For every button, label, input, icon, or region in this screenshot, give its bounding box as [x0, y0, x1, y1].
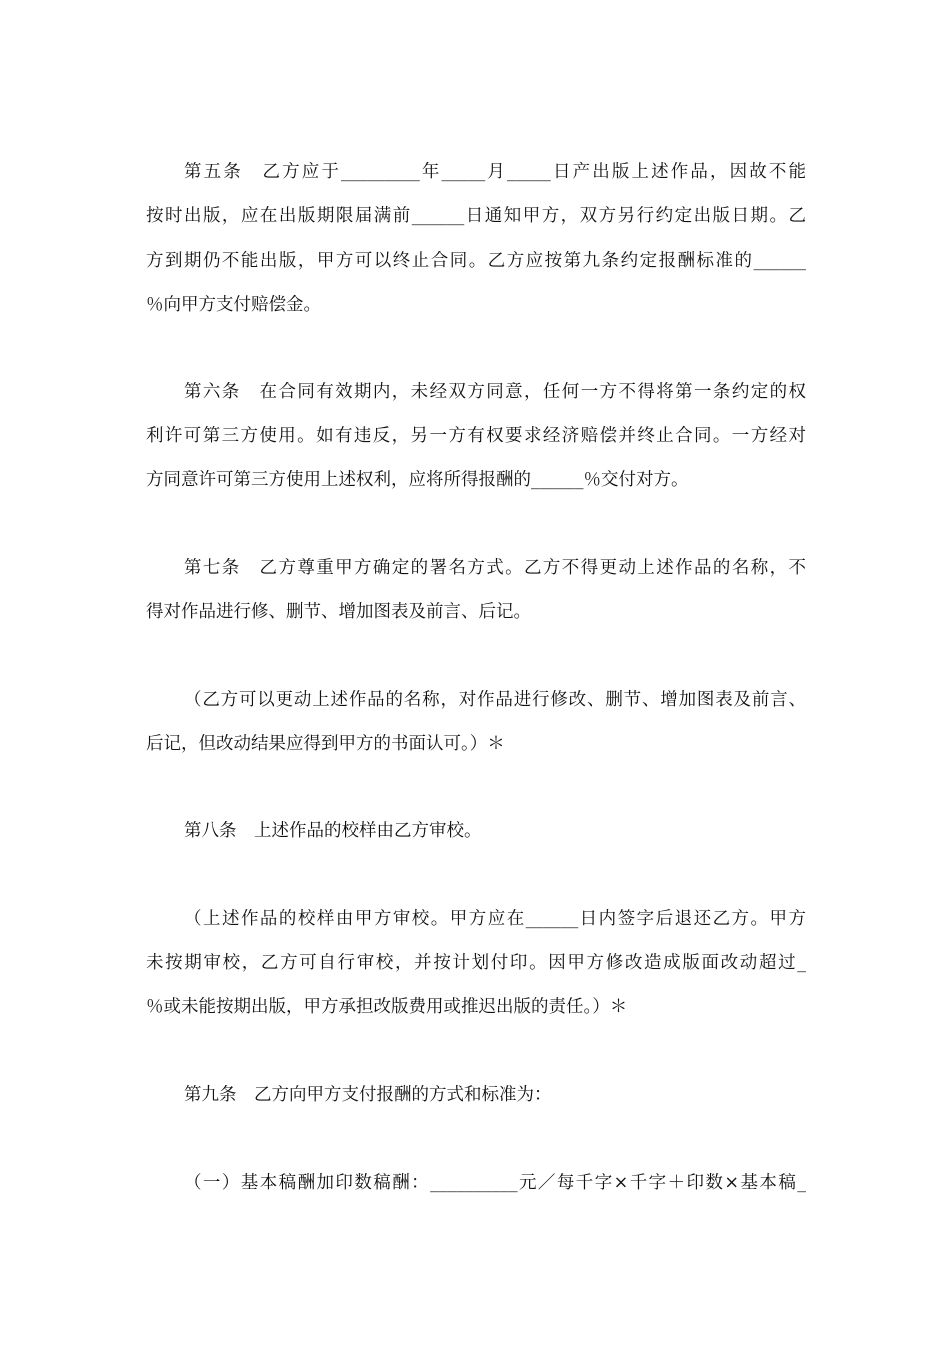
article-9-line-1: 第九条 乙方向甲方支付报酬的方式和标准为： [184, 1085, 552, 1105]
article-5-line-1: 第五条 乙方应于_________年_____月_____日产出版上述作品，因故不能 [184, 162, 806, 182]
article-7-alt-line-1: （乙方可以更动上述作品的名称，对作品进行修改、删节、增加图表及前言、 [184, 690, 806, 710]
article-6-line-2: 利许可第三方使用。如有违反，另一方有权要求经济赔偿并终止合同。一方经对 [146, 426, 806, 446]
article-9-item-1-line-1: （一）基本稿酬加印数稿酬：__________元／每千字×千字＋印数×基本稿_ [184, 1173, 806, 1193]
article-6-line-3: 方同意许可第三方使用上述权利，应将所得报酬的______％交付对方。 [146, 470, 689, 490]
article-8-alt-line-3: ％或未能按期出版，甲方承担改版费用或推迟出版的责任。）＊ [146, 997, 628, 1017]
article-8-alt-line-1: （上述作品的校样由甲方审校。甲方应在______日内签字后退还乙方。甲方 [184, 909, 806, 929]
article-5-line-3: 方到期仍不能出版，甲方可以终止合同。乙方应按第九条约定报酬标准的______ [146, 251, 806, 271]
article-8-line-1: 第八条 上述作品的校样由乙方审校。 [184, 821, 482, 841]
article-5-line-2: 按时出版，应在出版期限届满前______日通知甲方，双方另行约定出版日期。乙 [146, 206, 806, 226]
article-7-line-2: 得对作品进行修、删节、增加图表及前言、后记。 [146, 602, 531, 622]
article-5-line-4: ％向甲方支付赔偿金。 [146, 295, 321, 315]
article-8-alt-line-2: 未按期审校，乙方可自行审校，并按计划付印。因甲方修改造成版面改动超过_ [146, 953, 806, 973]
article-7-line-1: 第七条 乙方尊重甲方确定的署名方式。乙方不得更动上述作品的名称，不 [184, 558, 806, 578]
article-6-line-1: 第六条 在合同有效期内，未经双方同意，任何一方不得将第一条约定的权 [184, 382, 806, 402]
article-7-alt-line-2: 后记，但改动结果应得到甲方的书面认可。）＊ [146, 734, 505, 754]
